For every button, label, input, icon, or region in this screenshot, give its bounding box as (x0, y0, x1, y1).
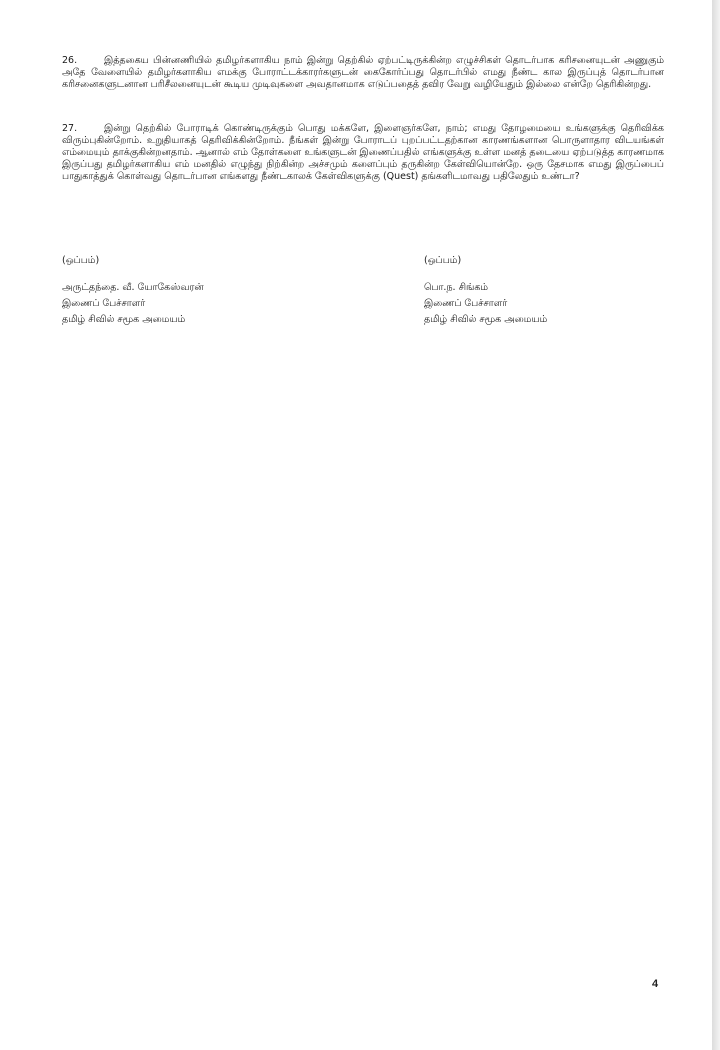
paragraph-26 (62, 55, 664, 91)
paragraph-text: இத்தகைய பின்னணியில் தமிழர்களாகிய நாம் இன்று தெற்கில் ஏற்பட்டிருக்கின்ற எழுச்சிகள் தொடர்பாக கரிசனையுடன் அணுகும் அதே வேளையில் தமிழர்களாகிய எமக்கு போராட்டக்காரர்களுடன் கைகோர்ப்பது தொடர்பில் எமது நீண்ட கால இருப்புத் தொடர்பான கரிசனைகளுடனான பரிசீலனையுடன் கூடிய முடிவுகளை அவதானமாக எடுப்பதைத் தவிர வேறு வழியேதும் இல்லை என்றே தெரிகின்றது. (62, 55, 664, 90)
page-edge-shadow (712, 0, 720, 1050)
signature-mark: (ஒப்பம்) (62, 255, 100, 266)
paragraph-number: 26. (62, 55, 78, 66)
paragraph-27 (62, 123, 664, 183)
signatory-organization: தமிழ் சிவில் சமூக அமையம் (62, 314, 186, 325)
page-number: 4 (652, 978, 659, 990)
signatory-name: பொ.ந. சிங்கம் (424, 282, 489, 293)
signature-block-left (62, 255, 204, 326)
signatory-organization: தமிழ் சிவில் சமூக அமையம் (424, 314, 548, 325)
paragraph-text: இன்று தெற்கில் போராடிக் கொண்டிருக்கும் பொது மக்களே, இளைஞர்களே, நாம்; எமது தோழமையை உங்களுக்கு தெரிவிக்க விரும்புகின்றோம். உறுதியாகத் தெரிவிக்கின்றோம். நீங்கள் இன்று போராடப் புறப்பட்டதற்கான காரணங்களான பொருளாதார விடயங்கள் எம்மையும் தாக்குகின்றனதாம். ஆனால் எம் தோள்களை உங்களுடன் இணைப்பதில் எங்களுக்கு உள்ள மனத் தடையை ஏற்படுத்த காரணமாக இருப்பது தமிழர்களாகிய எம் மனதில் எழுந்து நிற்கின்ற அச்சமும் களைப்பும் தருகின்ற கேள்வியொன்றே. ஒரு தேசமாக எமது இருப்பைப் பாதுகாத்துக் கொள்வது தொடர்பான எங்களது நீண்டகாலக் கேள்விகளுக்கு (Quest) தங்களிடமாவது பதிலேதும் உண்டா? (62, 123, 664, 182)
signatory-name: அருட்தந்தை. வீ. யோகேஸ்வரன் (62, 282, 204, 293)
signature-block-right (424, 255, 547, 326)
paragraph-number: 27. (62, 123, 78, 134)
signatory-role: இணைப் பேச்சாளர் (62, 298, 146, 309)
signatory-role: இணைப் பேச்சாளர் (424, 298, 508, 309)
signature-mark: (ஒப்பம்) (424, 255, 462, 266)
